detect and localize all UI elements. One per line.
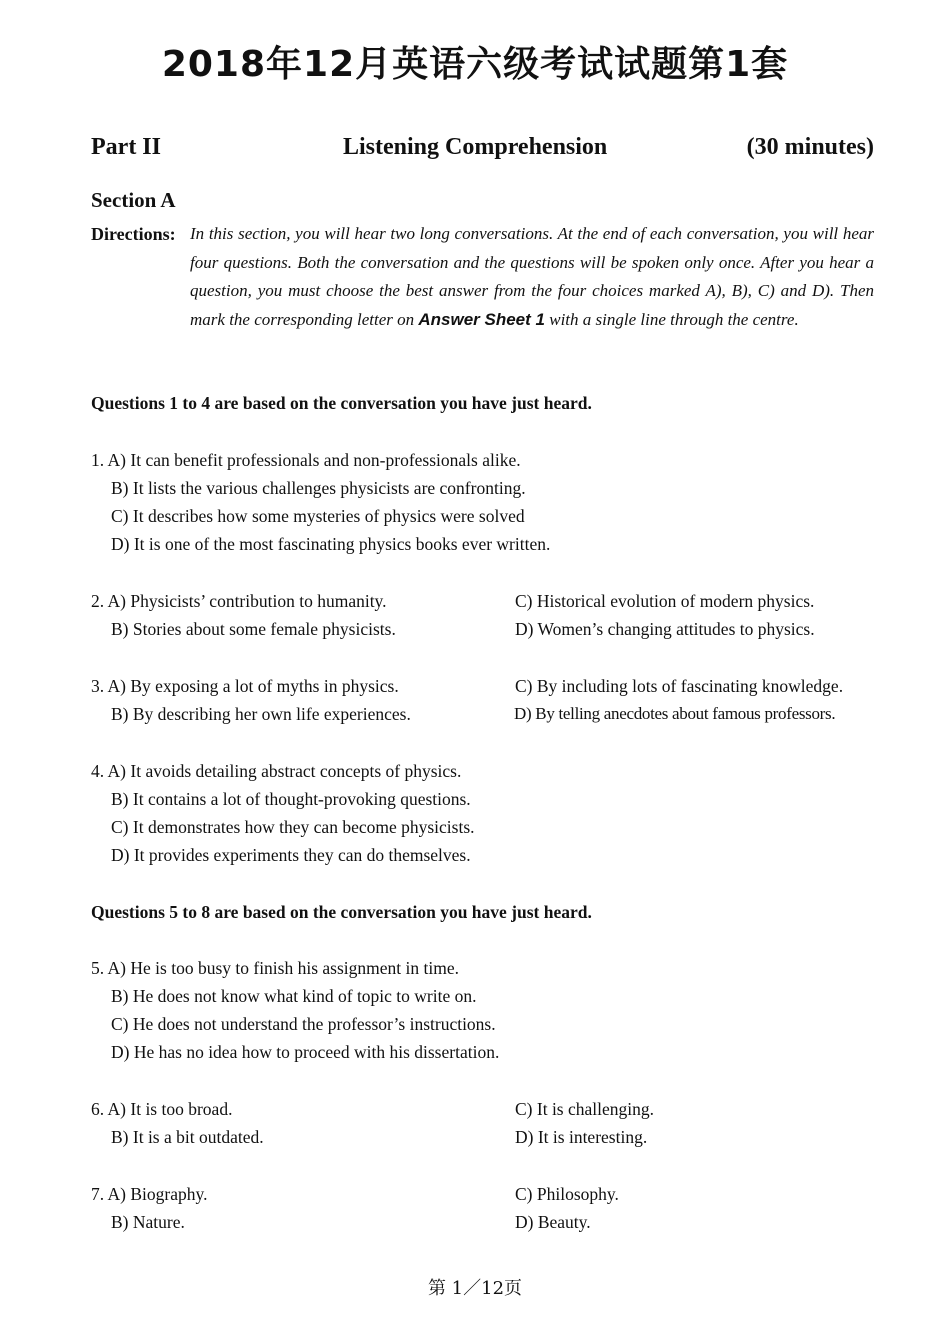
question-7-option-d: D) Beauty. xyxy=(515,1212,591,1232)
directions-text xyxy=(190,220,874,334)
question-1-option-a: 1. A) It can benefit professionals and non-professionals alike. xyxy=(91,450,521,470)
question-2-option-c: C) Historical evolution of modern physics. xyxy=(515,591,815,611)
directions-body: In this section, you will hear two long conversations. At the end of each conversation, you will hear four questions. Both the conversation and the questions will be spoken only once. After you hear a question, you must choose the best answer from the four choices marked A), B), C) and D). Then mark the corresponding letter on xyxy=(190,224,874,329)
question-1-option-b: B) It lists the various challenges physicists are confronting. xyxy=(111,478,526,498)
question-6-option-a: 6. A) It is too broad. xyxy=(91,1099,233,1119)
questions-header: Questions 1 to 4 are based on the conversation you have just heard. xyxy=(91,393,592,413)
question-1-option-d: D) It is one of the most fascinating physics books ever written. xyxy=(111,534,551,554)
answer-sheet-label: Answer Sheet 1 xyxy=(418,309,545,329)
question-6-option-c: C) It is challenging. xyxy=(515,1099,655,1119)
question-7-option-a: 7. A) Biography. xyxy=(91,1184,208,1204)
question-3-option-c: C) By including lots of fascinating knowledge. xyxy=(515,676,844,696)
part-name: Listening Comprehension xyxy=(343,134,608,160)
part-duration: (30 minutes) xyxy=(746,134,874,160)
directions-label: Directions: xyxy=(91,224,176,244)
question-5-option-d: D) He has no idea how to proceed with his dissertation. xyxy=(111,1042,500,1062)
question-3-option-d: D) By telling anecdotes about famous professors. xyxy=(514,704,836,723)
question-4-option-b: B) It contains a lot of thought-provoking questions. xyxy=(111,789,471,809)
question-7-option-b: B) Nature. xyxy=(111,1212,185,1232)
questions-header: Questions 5 to 8 are based on the conversation you have just heard. xyxy=(91,902,592,922)
part-number: Part II xyxy=(91,134,161,160)
question-4-option-a: 4. A) It avoids detailing abstract concepts of physics. xyxy=(91,761,462,781)
question-6-option-b: B) It is a bit outdated. xyxy=(111,1127,264,1147)
question-3-option-b: B) By describing her own life experiences. xyxy=(111,704,411,724)
question-1-option-c: C) It describes how some mysteries of physics were solved xyxy=(111,506,525,526)
question-5-option-a: 5. A) He is too busy to finish his assignment in time. xyxy=(91,958,459,978)
question-2-option-b: B) Stories about some female physicists. xyxy=(111,619,396,639)
directions-tail: with a single line through the centre. xyxy=(544,309,799,329)
question-4-option-d: D) It provides experiments they can do themselves. xyxy=(111,845,471,865)
question-4-option-c: C) It demonstrates how they can become physicists. xyxy=(111,817,475,837)
section-heading: Section A xyxy=(91,188,176,212)
page-number: 第 1／12页 xyxy=(427,1278,523,1299)
page-title: 2018年12月英语六级考试试题第1套 xyxy=(161,44,789,85)
question-7-option-c: C) Philosophy. xyxy=(515,1184,619,1204)
question-2-option-d: D) Women’s changing attitudes to physics. xyxy=(515,619,815,639)
question-6-option-d: D) It is interesting. xyxy=(515,1127,648,1147)
question-3-option-a: 3. A) By exposing a lot of myths in physics. xyxy=(91,676,399,696)
question-2-option-a: 2. A) Physicists’ contribution to humanity. xyxy=(91,591,387,611)
question-5-option-b: B) He does not know what kind of topic to write on. xyxy=(111,986,477,1006)
part-heading xyxy=(91,134,874,164)
question-5-option-c: C) He does not understand the professor’s instructions. xyxy=(111,1014,496,1034)
